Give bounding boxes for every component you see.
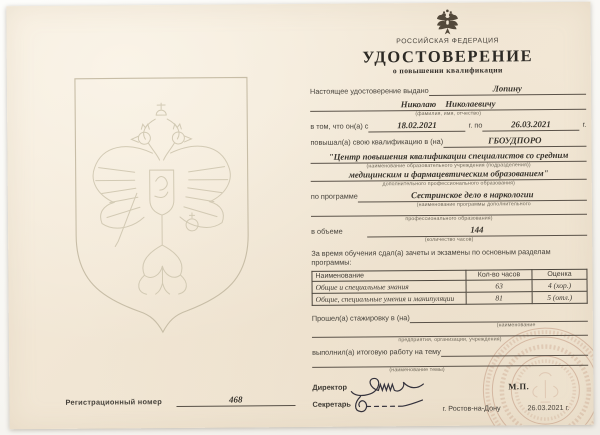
country-label: РОССИЙСКАЯ ФЕДЕРАЦИЯ	[396, 37, 500, 46]
certificate-subtitle: о повышении квалификации	[392, 65, 503, 76]
organization-line1-value: "Центр повышения квалификации специалистов со средним	[310, 149, 586, 163]
internship-value	[410, 311, 588, 323]
organization-line2-row	[311, 168, 587, 182]
program-label: по программе	[310, 191, 358, 202]
qualification-label: повышал(а) свою квалификацию в (на)	[310, 137, 444, 148]
organization-line1-row	[310, 149, 586, 163]
registration-number-label: Регистрационный номер	[65, 397, 162, 407]
name-caption: (фамилия, имя, отчество)	[415, 110, 482, 118]
name-patronymic-value: Николаю Николаевичу	[310, 98, 586, 112]
period-prefix-label: в том, что он(а) с	[310, 121, 369, 132]
volume-value: 144	[367, 223, 587, 237]
volume-row	[311, 223, 587, 237]
surname-value: Лопину	[429, 83, 586, 96]
volume-label: в объеме	[311, 227, 343, 237]
watermark-shield	[72, 74, 252, 337]
right-page	[309, 2, 588, 427]
registration-number-value: 468	[176, 394, 296, 407]
grade-cell: 4 (хор.)	[532, 280, 587, 292]
seal-place-label: М.П.	[508, 381, 530, 392]
qualification-row	[310, 134, 586, 148]
final-work-caption: (наименование темы)	[389, 367, 445, 374]
table-header-name: Наименование	[312, 271, 466, 282]
period-row	[310, 118, 586, 132]
volume-caption: (количество часов)	[424, 236, 474, 243]
internship-row	[312, 311, 588, 324]
grade-cell: 5 (отл.)	[532, 292, 587, 304]
registration-number-row	[65, 394, 295, 408]
organization-line2-value: медицинским и фармацевтическим образованием"	[311, 168, 587, 182]
program-caption1: (наименование программы дополнительного	[416, 200, 531, 208]
organization-caption1: (наименование образовательного учреждения (подразделения))	[366, 161, 531, 170]
issued-label: Настоящее удостоверение выдано	[309, 85, 429, 96]
organization-caption2: дополнительного профессионального образования)	[382, 180, 516, 188]
director-label: Директор	[312, 382, 348, 392]
period-middle-label: г. по	[468, 120, 483, 131]
program-value: Сестринское дело в наркологии	[358, 188, 587, 202]
program-row	[311, 188, 587, 202]
exams-paragraph: За время обучения сдал(а) зачеты и экзамены по основным разделам программы:	[311, 247, 551, 268]
issue-date: 26.03.2021 г.	[527, 402, 570, 413]
eagle-emblem-icon	[435, 8, 459, 36]
internship-caption2: предприятия, организации, учреждения)	[398, 336, 502, 344]
hours-cell: 81	[466, 292, 532, 305]
secretary-row	[312, 394, 588, 414]
organization-short-value: ГБОУДПОРО	[443, 134, 586, 147]
final-work-row	[312, 345, 588, 358]
final-work-label: выполнил(а) итоговую работу на тему	[312, 346, 441, 357]
left-page	[6, 4, 307, 429]
secretary-label: Секретарь	[312, 400, 351, 410]
table-row	[312, 292, 587, 306]
certificate-title: УДОСТОВЕРЕНИЕ	[362, 46, 534, 67]
program-caption2: профессионального образования)	[405, 215, 493, 223]
coat-of-arms-watermark-icon	[72, 74, 252, 337]
table-header-grade: Оценка	[532, 270, 587, 280]
subject-cell: Общие, специальные умения и манипуляции	[312, 293, 466, 306]
subject-cell: Общие и специальные знания	[312, 281, 466, 294]
marks-table	[311, 269, 587, 306]
city-label: г. Ростов-на-Дону	[442, 403, 501, 413]
date-from-value: 18.02.2021	[368, 119, 465, 132]
internship-label: Прошел(а) стажировку в (на)	[311, 313, 410, 323]
table-header-hours: Кол-во часов	[466, 270, 532, 281]
certificate-paper	[6, 2, 593, 430]
internship-caption1: (наименование	[496, 322, 536, 329]
secretary-signature	[353, 392, 439, 417]
issued-row	[310, 83, 586, 97]
date-to-value: 26.03.2021	[482, 119, 579, 132]
period-suffix-label: г.	[582, 120, 587, 130]
name-row	[310, 98, 586, 112]
hours-cell: 63	[466, 280, 532, 293]
final-work-value	[441, 345, 588, 357]
